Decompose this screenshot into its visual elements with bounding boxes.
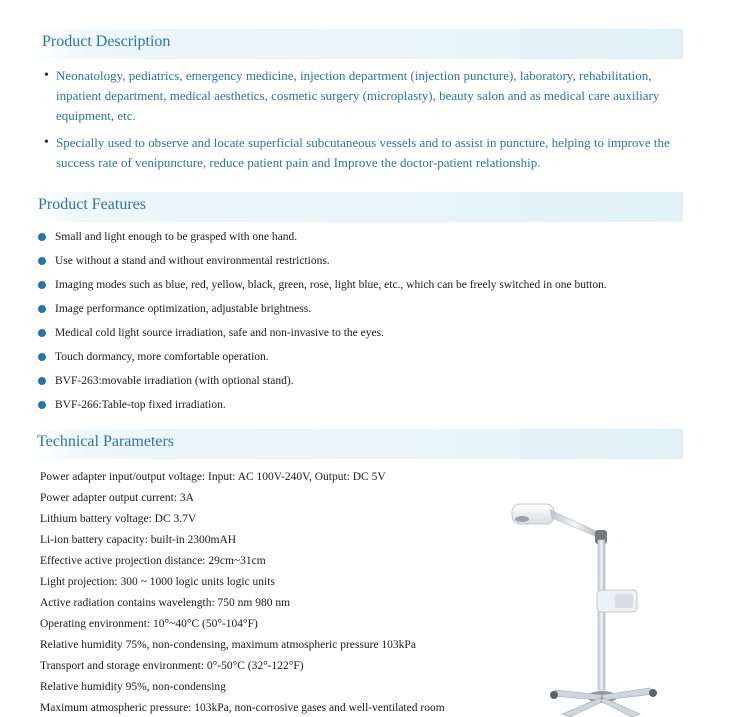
parameter-item: Relative humidity 75%, non-condensing, maximum atmospheric pressure 103kPa (40, 639, 416, 651)
parameter-item: Power adapter input/output voltage: Input: AC 100V-240V, Output: DC 5V (40, 471, 386, 483)
bullet-icon (38, 329, 46, 337)
bullet-icon (38, 281, 46, 289)
bullet-icon (38, 257, 46, 265)
features-header (32, 192, 683, 222)
bullet-icon (38, 353, 46, 361)
parameter-item: Power adapter output current: 3A (40, 492, 194, 504)
description-text: Neonatology, pediatrics, emergency medicine, injection department (injection puncture), laboratory, rehabilitation, inpatient department, medical aesthetics, cosmetic surgery (microplasty), beauty salon and as medical care auxiliary equipment, etc. (56, 68, 660, 123)
feature-text: Medical cold light source irradiation, safe and non-invasive to the eyes. (55, 327, 384, 339)
description-header (32, 29, 683, 59)
parameter-item: Operating environment: 10°~40°C (50°-104°F) (40, 618, 258, 630)
features-title: Product Features (38, 196, 146, 213)
feature-text: Imaging modes such as blue, red, yellow, black, green, rose, light blue, etc., which can be freely switched in one button. (55, 279, 607, 291)
vein-finder-stand-image (500, 490, 710, 717)
bullet-icon (38, 401, 46, 409)
feature-text: Image performance optimization, adjustable brightness. (55, 303, 312, 315)
technical-header (32, 429, 683, 459)
feature-text: Use without a stand and without environmental restrictions. (55, 255, 330, 267)
feature-text: Touch dormancy, more comfortable operation. (55, 351, 269, 363)
parameter-item: Transport and storage environment: 0°-50°C (32°-122°F) (40, 660, 304, 672)
description-text: Specially used to observe and locate superficial subcutaneous vessels and to assist in puncture, helping to improve the success rate of venipuncture, reduce patient pain and Improve the doctor-patient relationship. (56, 135, 670, 170)
technical-title: Technical Parameters (37, 433, 175, 450)
parameter-item: Active radiation contains wavelength: 750 nm 980 nm (40, 597, 291, 609)
parameter-item: Maximum atmospheric pressure: 103kPa, non-corrosive gases and well-ventilated room (40, 702, 445, 714)
bullet-icon: • (44, 135, 49, 150)
feature-text: Small and light enough to be grasped with one hand. (55, 231, 298, 243)
bullet-icon (38, 233, 46, 241)
description-item (44, 133, 684, 173)
parameter-item: Effective active projection distance: 29cm~31cm (40, 555, 266, 567)
bullet-icon: • (44, 68, 49, 83)
description-item (44, 66, 684, 126)
bullet-icon (38, 377, 46, 385)
description-title: Product Description (42, 33, 171, 50)
feature-text: BVF-263:movable irradiation (with optional stand). (55, 375, 294, 387)
parameter-item: Relative humidity 95%, non-condensing (40, 681, 226, 693)
parameter-item: Lithium battery voltage: DC 3.7V (40, 513, 197, 525)
parameter-item: Li-ion battery capacity: built-in 2300mAH (40, 534, 237, 546)
parameter-item: Light projection: 300 ~ 1000 logic units logic units (40, 576, 275, 588)
bullet-icon (38, 305, 46, 313)
feature-text: BVF-266:Table-top fixed irradiation. (55, 399, 226, 411)
